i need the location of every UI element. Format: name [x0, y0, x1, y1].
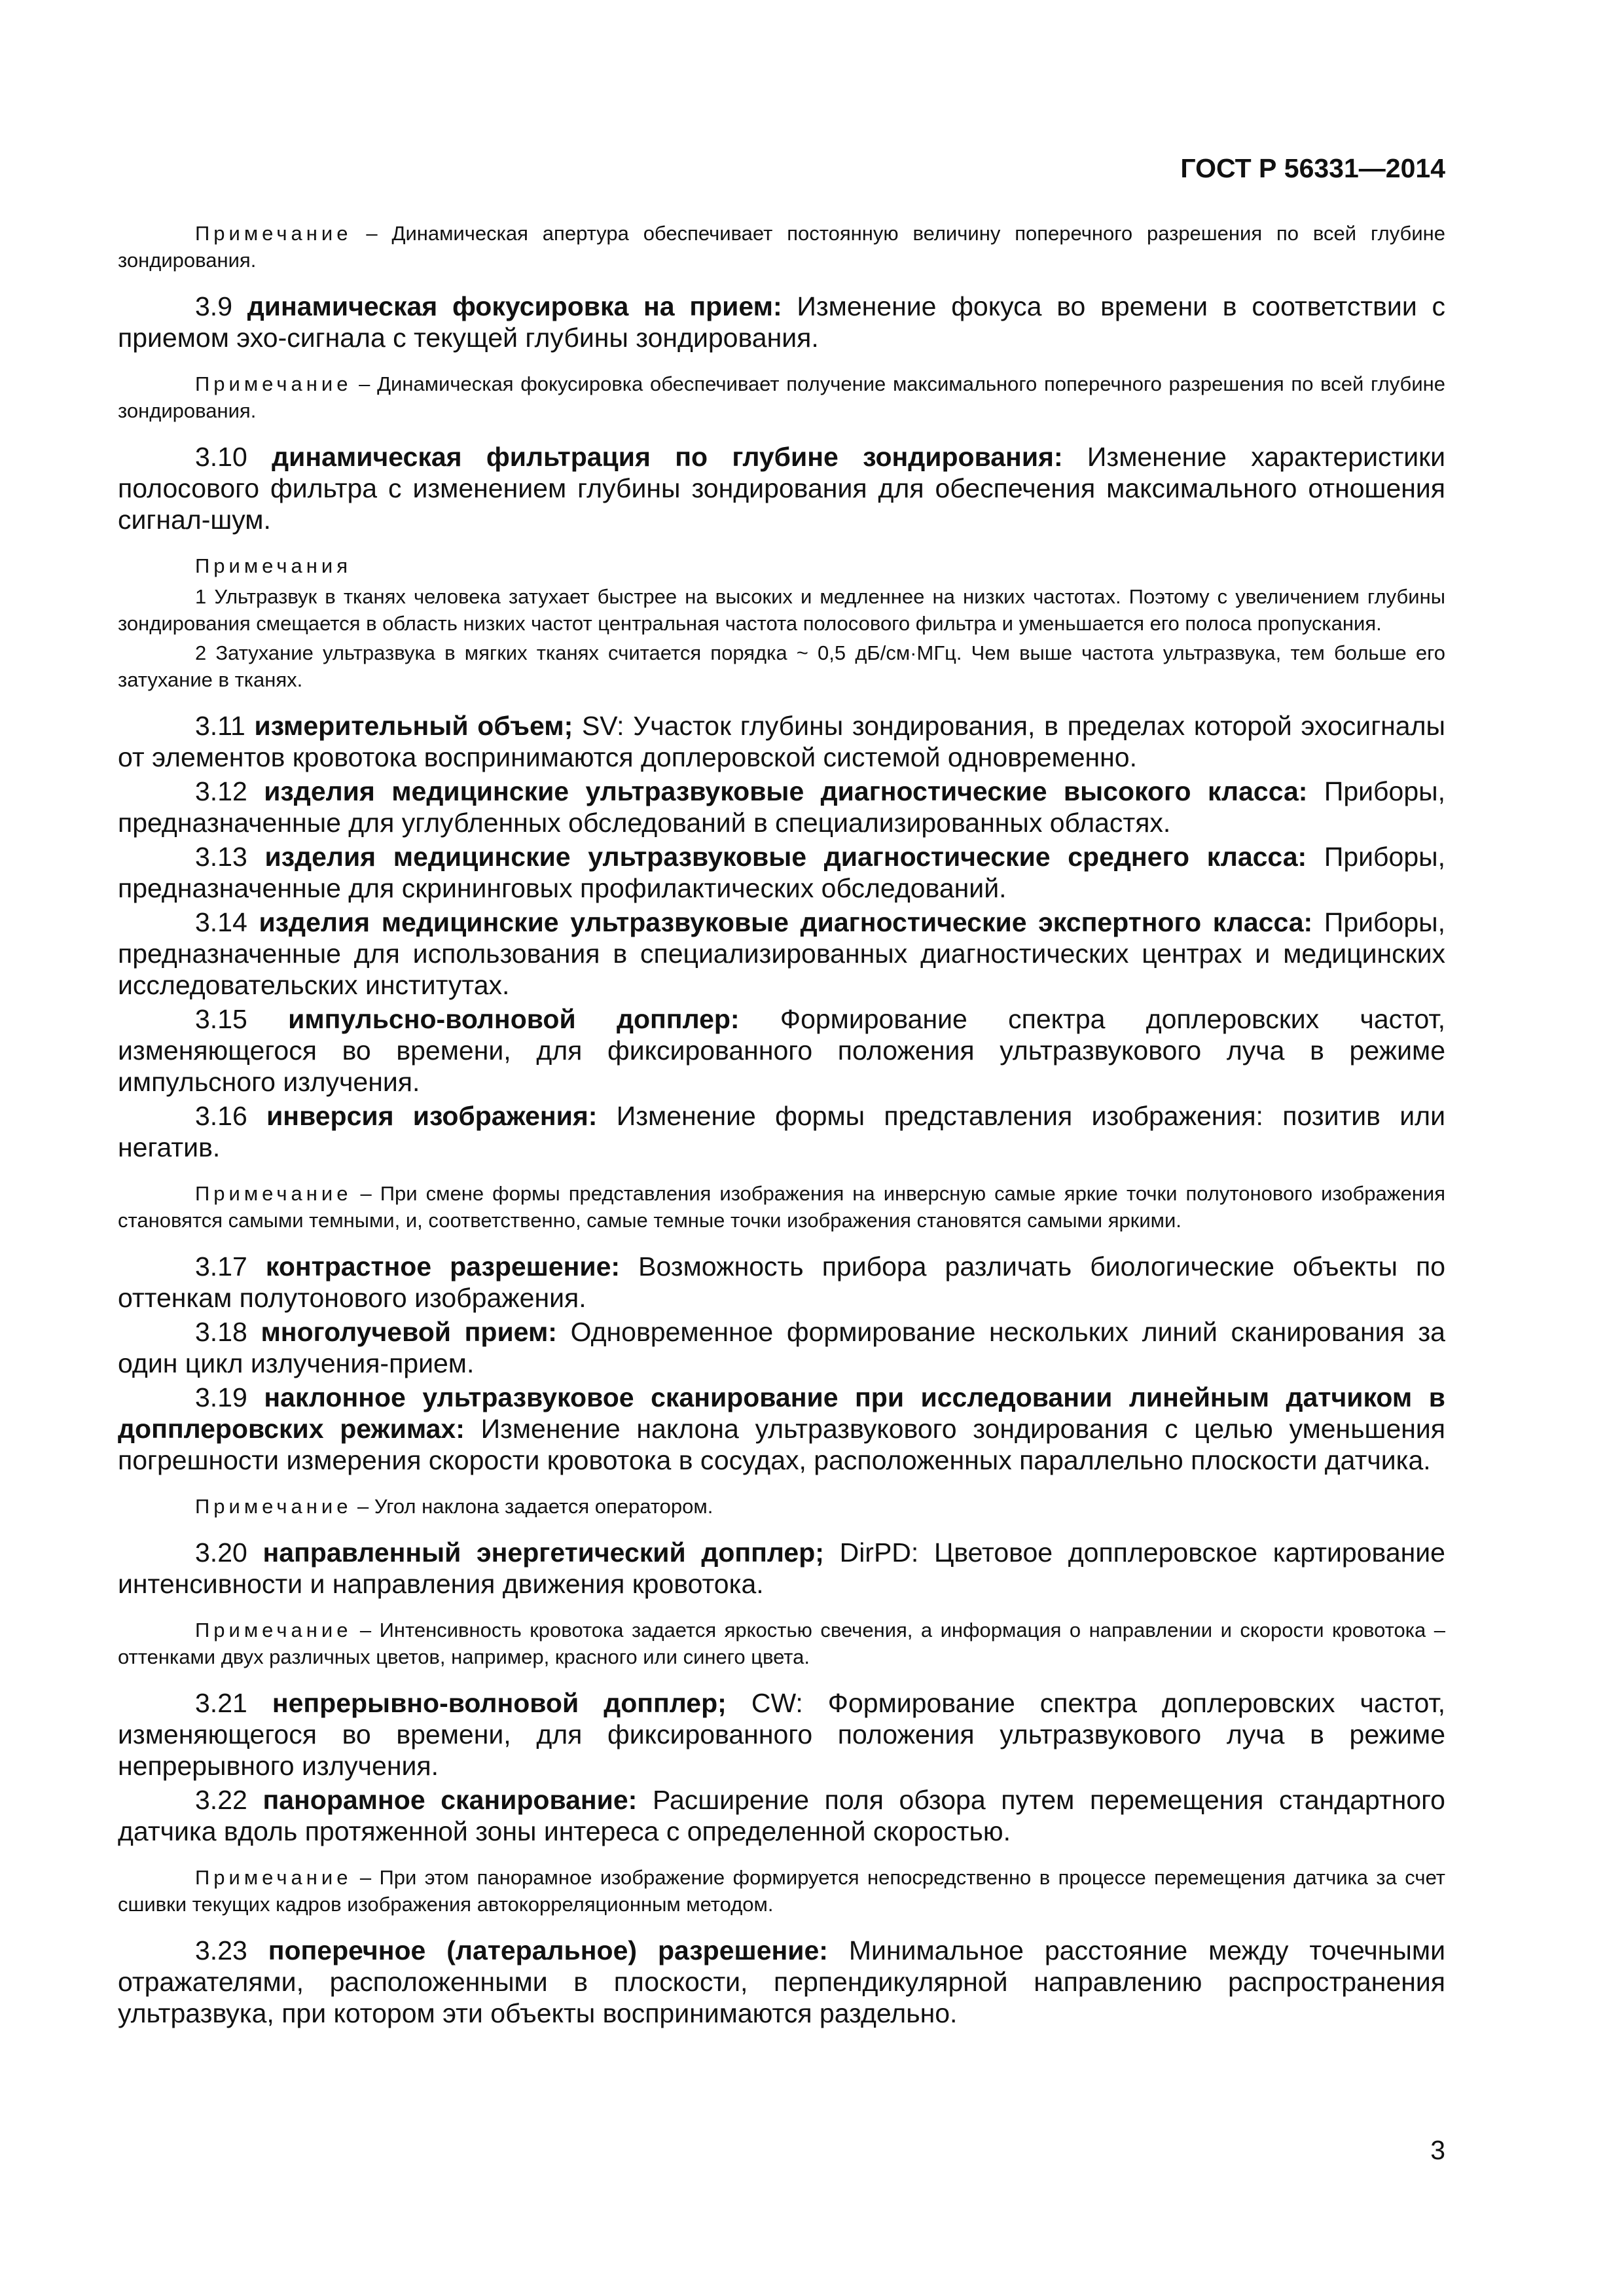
term-3-22: 3.22 панорамное сканирование: Расширение поля обзора путем перемещения стандартного датчика вдоль протяженной зоны интереса с определенной скоростью. [118, 1785, 1445, 1846]
term-title: изделия медицинские ультразвуковые диагностические среднего класса: [264, 842, 1307, 872]
term-3-15: 3.15 импульсно-волновой допплер: Формирование спектра доплеровских частот, изменяющегося во времени, для фиксированного положения ультразвукового луча в режиме импульсного излучения. [118, 1004, 1445, 1097]
term-title: многолучевой прием: [261, 1317, 557, 1347]
term-3-16: 3.16 инверсия изображения: Изменение формы представления изображения: позитив или негатив. [118, 1101, 1445, 1162]
note-3-10-1: 1 Ультразвук в тканях человека затухает быстрее на высоких и медленнее на низких частотах. Поэтому с увеличением глубины зондирования смещается в область низких частот центральная частота полосового фильтра и уменьшается его полоса пропускания. [118, 585, 1445, 635]
term-title: изделия медицинские ультразвуковые диагностические экспертного класса: [259, 907, 1313, 937]
term-3-23: 3.23 поперечное (латеральное) разрешение: Минимальное расстояние между точечными отражателями, расположенными в плоскости, перпендикулярной направлению распространения ультразвука, при котором эти объекты воспринимаются раздельно. [118, 1935, 1445, 2028]
notes-heading: Примечания [195, 554, 352, 577]
term-3-14: 3.14 изделия медицинские ультразвуковые диагностические экспертного класса: Приборы, предназначенные для использования в специализированных диагностических центрах и медицинских исследовательских институтах. [118, 907, 1445, 1000]
note-3-20: Примечание – Интенсивность кровотока задается яркостью свечения, а информация о направлении и скорости кровотока – оттенками двух различных цветов, например, красного или синего цвета. [118, 1619, 1445, 1668]
term-3-20: 3.20 направленный энергетический допплер; DirPD: Цветовое допплеровское картирование интенсивности и направления движения кровотока. [118, 1537, 1445, 1599]
note-3-19: Примечание – Угол наклона задается оператором. [195, 1495, 713, 1518]
term-title: наклонное ультразвуковое сканирование при исследовании линейным датчиком в допплеровских режимах: [118, 1382, 1445, 1444]
document-code: ГОСТ Р 56331—2014 [1180, 153, 1445, 183]
term-title: инверсия изображения: [266, 1101, 598, 1131]
note-3-16: Примечание – При смене формы представления изображения на инверсную самые яркие точки полутонового изображения становятся самыми темными, и, соответственно, самые темные точки изображения становятся самыми яркими. [118, 1182, 1445, 1232]
term-3-17: 3.17 контрастное разрешение: Возможность прибора различать биологические объекты по оттенкам полутонового изображения. [118, 1251, 1445, 1313]
term-title: контрастное разрешение: [265, 1251, 621, 1282]
term-3-21: 3.21 непрерывно-волновой допплер; CW: Формирование спектра доплеровских частот, изменяющегося во времени, для фиксированного положения ультразвукового луча в режиме непрерывного излучения. [118, 1688, 1445, 1781]
term-title: динамическая фокусировка на прием: [247, 291, 782, 321]
term-3-12: 3.12 изделия медицинские ультразвуковые диагностические высокого класса: Приборы, предназначенные для углубленных обследований в специализированных областях. [118, 776, 1445, 838]
term-3-19: 3.19 наклонное ультразвуковое сканирование при исследовании линейным датчиком в допплеровских режимах: Изменение наклона ультразвукового зондирования с целью уменьшения погрешности измерения скорости кровотока в сосудах, расположенных параллельно плоскости датчика. [118, 1382, 1445, 1475]
term-title: непрерывно-волновой допплер; [272, 1688, 727, 1718]
term-title: панорамное сканирование: [262, 1785, 638, 1815]
note-3-9: Примечание – Динамическая фокусировка обеспечивает получение максимального поперечного разрешения по всей глубине зондирования. [118, 372, 1445, 422]
term-title: поперечное (латеральное) разрешение: [268, 1935, 828, 1965]
term-title: изделия медицинские ультразвуковые диагностические высокого класса: [264, 776, 1308, 806]
note-3-10-2: 2 Затухание ультразвука в мягких тканях считается порядка ~ 0,5 дБ/см·МГц. Чем выше частота ультразвука, тем больше его затухание в тканях. [118, 641, 1445, 691]
term-title: динамическая фильтрация по глубине зондирования: [272, 442, 1063, 472]
term-3-10: 3.10 динамическая фильтрация по глубине зондирования: Изменение характеристики полосового фильтра с изменением глубины зондирования для обеспечения максимального отношения сигнал-шум. [118, 442, 1445, 535]
term-3-13: 3.13 изделия медицинские ультразвуковые диагностические среднего класса: Приборы, предназначенные для скрининговых профилактических обследований. [118, 842, 1445, 903]
note-3-22: Примечание – При этом панорамное изображение формируется непосредственно в процессе перемещения датчика за счет сшивки текущих кадров изображения автокорреляционным методом. [118, 1866, 1445, 1916]
term-3-11: 3.11 измерительный объем; SV: Участок глубины зондирования, в пределах которой эхосигналы от элементов кровотока воспринимаются доплеровской системой одновременно. [118, 711, 1445, 772]
term-title: импульсно-волновой допплер: [288, 1004, 740, 1034]
document-body [118, 220, 1445, 2029]
term-title: измерительный объем; [254, 711, 573, 741]
term-3-9: 3.9 динамическая фокусировка на прием: Изменение фокуса во времени в соответствии с приемом эхо-сигнала с текущей глубины зондирования. [118, 291, 1445, 353]
note-3-8: Примечание – Динамическая апертура обеспечивает постоянную величину поперечного разрешения по всей глубине зондирования. [118, 222, 1445, 272]
term-title: направленный энергетический допплер; [262, 1537, 824, 1568]
term-3-18: 3.18 многолучевой прием: Одновременное формирование нескольких линий сканирования за один цикл излучения-прием. [118, 1317, 1445, 1378]
page-number: 3 [1430, 2135, 1445, 2165]
